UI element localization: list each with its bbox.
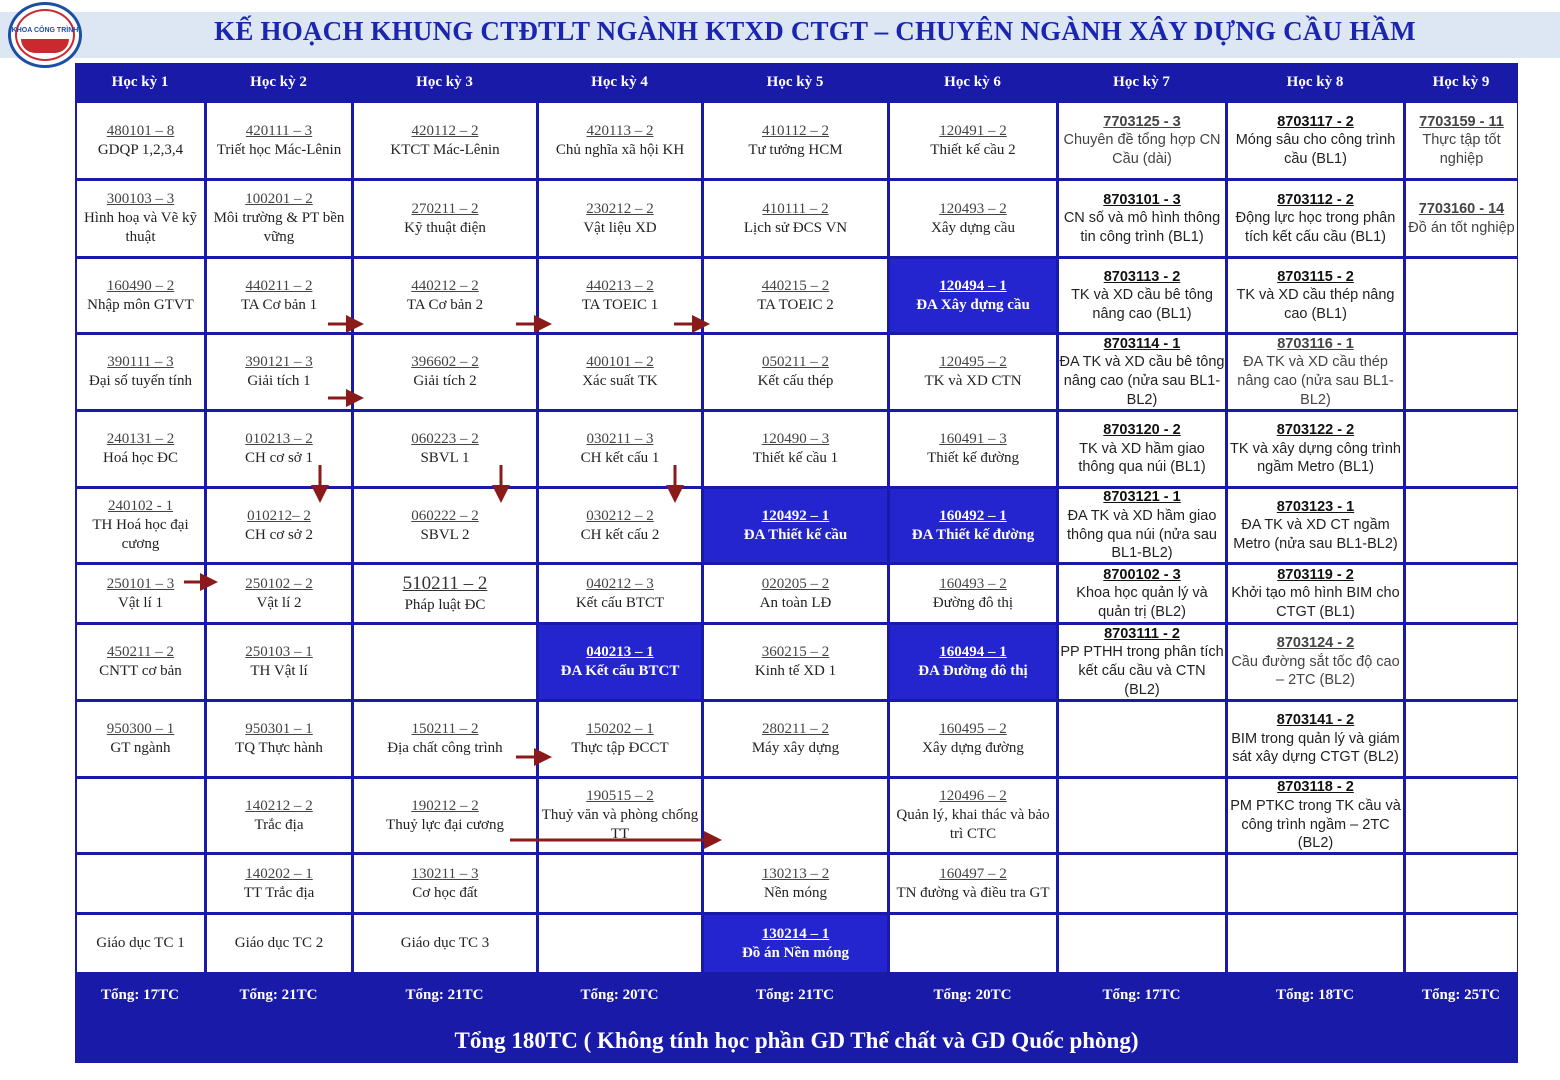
course-name: Kỹ thuật điện	[404, 219, 486, 236]
course-cell	[207, 181, 351, 256]
course-cell	[207, 259, 351, 332]
course-cell	[207, 702, 351, 776]
course-name: Địa chất công trình	[387, 740, 503, 756]
course-code: 100201 – 2	[245, 191, 313, 208]
course-code: 010212– 2	[247, 507, 311, 524]
empty-cell	[890, 915, 1056, 972]
empty-cell	[1059, 855, 1225, 912]
course-name: Nhập môn GTVT	[87, 296, 194, 313]
course-name: TK và XD CTN	[924, 373, 1022, 389]
course-name: Thuỷ lực đại cương	[386, 816, 504, 833]
course-code: 120495 – 2	[939, 354, 1007, 371]
course-name: KTCT Mác-Lênin	[390, 141, 500, 158]
empty-cell	[354, 625, 536, 699]
course-name: Quản lý, khai thác và bảo trì CTC	[896, 807, 1050, 842]
course-code: 410111 – 2	[762, 200, 829, 217]
course-name: Giải tích 2	[413, 373, 477, 389]
course-cell	[1406, 103, 1517, 178]
course-code: 8703117 - 2	[1277, 113, 1354, 130]
semester-header: Học kỳ 9	[1432, 73, 1490, 90]
course-name: CH kết cấu 2	[580, 526, 660, 543]
course-code: 8703101 - 3	[1103, 191, 1181, 208]
course-code: 8703120 - 2	[1103, 422, 1181, 439]
course-name: TQ Thực hành	[235, 740, 323, 756]
course-cell	[207, 103, 351, 178]
faculty-logo: KHOA CÔNG TRÌNH	[8, 2, 82, 68]
course-cell	[704, 565, 887, 622]
course-cell	[539, 702, 701, 776]
course-code: 390111 – 3	[107, 354, 174, 371]
course-cell	[1228, 702, 1403, 776]
course-name: Đại số tuyến tính	[89, 373, 192, 389]
course-code: 120491 – 2	[939, 122, 1007, 139]
course-name: Thuỷ văn và phòng chống TT	[541, 807, 699, 842]
course-code: 060222 – 2	[411, 507, 479, 524]
course-code: 8703123 - 1	[1276, 498, 1355, 515]
empty-cell	[539, 855, 701, 912]
course-name: Lịch sử ĐCS VN	[743, 219, 848, 236]
course-name: Trắc địa	[254, 816, 304, 833]
course-cell	[1059, 259, 1225, 332]
course-code: 480101 – 8	[106, 122, 175, 139]
course-code: 420111 – 3	[245, 122, 313, 139]
semester-total: Tổng: 21TC	[756, 987, 834, 1003]
course-cell	[1228, 565, 1403, 622]
semester-header: Học kỳ 8	[1286, 73, 1344, 90]
course-code: 440212 – 2	[411, 277, 479, 294]
course-name: TK và XD cầu thép nâng cao (BL1)	[1236, 287, 1395, 322]
course-code: 8703119 - 2	[1277, 566, 1354, 583]
course-code: 390121 – 3	[245, 354, 313, 371]
course-cell	[890, 625, 1056, 699]
course-cell	[539, 412, 701, 486]
course-cell	[704, 412, 887, 486]
course-code: 160497 – 2	[939, 865, 1007, 882]
course-cell	[207, 565, 351, 622]
course-code: 950300 – 1	[106, 721, 175, 738]
course-name: Thực tập ĐCCT	[571, 740, 669, 756]
empty-cell	[1406, 702, 1517, 776]
course-cell	[207, 489, 351, 562]
course-name: TK và xây dựng công trình ngầm Metro (BL1)	[1230, 440, 1401, 476]
course-name: ĐA Thiết kế đường	[911, 526, 1035, 543]
empty-cell	[1406, 565, 1517, 622]
course-name: CH cơ sở 1	[245, 450, 313, 466]
course-name: TA TOEIC 2	[757, 296, 834, 313]
course-code: 8703115 - 2	[1277, 268, 1354, 285]
course-name: Thiết kế cầu 1	[752, 450, 839, 466]
course-name: Tư tưởng HCM	[748, 141, 843, 158]
course-code: 8703141 - 2	[1276, 712, 1355, 729]
course-cell	[539, 565, 701, 622]
course-cell	[1406, 181, 1517, 256]
course-name: Khởi tạo mô hình BIM cho CTGT (BL1)	[1231, 585, 1400, 620]
course-cell	[890, 855, 1056, 912]
course-name: ĐA Đường đô thị	[918, 663, 1028, 679]
course-code: 8703114 - 1	[1103, 335, 1181, 352]
course-cell	[207, 412, 351, 486]
course-name: Thiết kế đường	[927, 450, 1019, 466]
course-cell	[890, 565, 1056, 622]
course-name: Chủ nghĩa xã hội KH	[555, 141, 685, 158]
course-cell	[1059, 412, 1225, 486]
course-name: TA Cơ bản 1	[240, 296, 318, 313]
semester-header: Học kỳ 5	[766, 73, 824, 90]
page-title: KẾ HOẠCH KHUNG CTĐTLT NGÀNH KTXD CTGT – CHUYÊN NGÀNH XÂY DỰNG CẦU HẦM	[214, 16, 1416, 46]
course-name: Đồ án tốt nghiệp	[1408, 219, 1515, 236]
course-name: TA Cơ bản 2	[406, 296, 484, 313]
course-code: 360215 – 2	[761, 644, 830, 661]
course-name: ĐA Thiết kế cầu	[743, 526, 848, 543]
course-code: 400101 – 2	[586, 354, 654, 371]
course-name: Chuyên đề tổng hợp CN Cầu (dài)	[1063, 132, 1221, 167]
empty-cell	[1406, 259, 1517, 332]
course-cell	[354, 702, 536, 776]
course-code: 150202 – 1	[586, 721, 654, 738]
course-name: Pháp luật ĐC	[404, 597, 486, 613]
empty-cell	[1406, 915, 1517, 972]
course-code: 160493 – 2	[939, 575, 1007, 592]
course-code: 160490 – 2	[106, 277, 175, 294]
course-code: 240102 - 1	[108, 498, 173, 515]
course-name: CH kết cấu 1	[580, 450, 660, 466]
course-cell	[207, 855, 351, 912]
course-code: 120496 – 2	[939, 788, 1007, 805]
course-cell	[1228, 103, 1403, 178]
course-name: Môi trường & PT bền vững	[213, 210, 345, 245]
course-code: 040213 – 1	[586, 644, 654, 661]
course-code: 8703122 - 2	[1276, 422, 1355, 439]
course-code: 8703111 - 2	[1104, 625, 1180, 642]
course-cell	[354, 779, 536, 852]
course-cell	[704, 625, 887, 699]
course-cell	[1059, 489, 1225, 562]
empty-cell	[1406, 855, 1517, 912]
course-cell	[704, 855, 887, 912]
course-cell	[77, 702, 204, 776]
empty-cell	[539, 915, 701, 972]
course-cell	[704, 335, 887, 409]
course-code: 190515 – 2	[586, 788, 654, 805]
course-cell	[539, 335, 701, 409]
course-code: 040212 – 3	[586, 575, 654, 592]
course-code: 440213 – 2	[586, 277, 654, 294]
course-code: 8703121 - 1	[1103, 489, 1181, 506]
course-name: PP PTHH trong phân tích kết cấu cầu và CTN (BL2)	[1060, 644, 1224, 698]
course-cell	[1228, 412, 1403, 486]
semester-header: Học kỳ 3	[416, 73, 473, 90]
semester-total: Tổng: 20TC	[580, 987, 659, 1003]
course-cell	[704, 702, 887, 776]
semester-header: Học kỳ 4	[591, 73, 648, 90]
course-cell	[704, 489, 887, 562]
course-cell	[1228, 625, 1403, 699]
semester-total: Tổng: 18TC	[1276, 987, 1354, 1003]
course-code: 8703113 - 2	[1103, 268, 1181, 285]
course-name: Vật lí 1	[118, 594, 163, 611]
course-cell	[890, 181, 1056, 256]
course-name: PM PTKC trong TK cầu và công trình ngầm – 2TC (BL2)	[1230, 797, 1401, 852]
course-code: 420113 – 2	[586, 122, 654, 139]
course-cell	[77, 412, 204, 486]
course-code: 160491 – 3	[939, 431, 1007, 448]
course-cell	[77, 915, 204, 972]
course-code: 8703124 - 2	[1276, 635, 1355, 652]
course-cell	[890, 702, 1056, 776]
course-name: Thực tập tốt nghiệp	[1422, 132, 1501, 167]
semester-total: Tổng: 20TC	[933, 987, 1012, 1003]
course-cell	[354, 335, 536, 409]
course-name: Xác suất TK	[582, 373, 658, 389]
course-cell	[890, 412, 1056, 486]
course-cell	[207, 335, 351, 409]
empty-cell	[77, 779, 204, 852]
empty-cell	[1406, 489, 1517, 562]
course-cell	[1228, 489, 1403, 562]
course-name: ĐA TK và XD CT ngầm Metro (nửa sau BL1-BL2)	[1233, 517, 1398, 552]
course-cell	[539, 625, 701, 699]
course-code: 160495 – 2	[939, 721, 1007, 738]
course-cell	[1228, 259, 1403, 332]
course-code: 7703125 - 3	[1103, 113, 1181, 130]
course-cell	[354, 489, 536, 562]
empty-cell	[1406, 335, 1517, 409]
course-code: 450211 – 2	[107, 644, 174, 661]
course-cell	[890, 259, 1056, 332]
course-cell	[539, 779, 701, 852]
course-code: 8703116 - 1	[1277, 335, 1354, 352]
course-name: Cơ học đất	[412, 884, 478, 901]
course-code: 130213 – 2	[761, 865, 830, 882]
course-name: SBVL 2	[420, 526, 470, 543]
course-cell	[1228, 181, 1403, 256]
course-name: ĐA TK và XD cầu bê tông nâng cao (nửa sau BL1-BL2)	[1059, 354, 1225, 408]
course-cell	[77, 489, 204, 562]
course-name: TA TOEIC 1	[581, 296, 659, 313]
course-name: GT ngành	[110, 740, 171, 756]
course-name: Kết cấu thép	[757, 373, 834, 389]
course-cell	[890, 779, 1056, 852]
course-name: Hình hoạ và Vẽ kỹ thuật	[83, 210, 198, 245]
course-name: TK và XD hầm giao thông qua núi (BL1)	[1078, 440, 1206, 476]
empty-cell	[1059, 915, 1225, 972]
course-code: 130214 – 1	[761, 925, 830, 942]
course-cell	[77, 103, 204, 178]
course-code: 8703112 - 2	[1277, 191, 1354, 208]
course-cell	[354, 259, 536, 332]
course-code: 050211 – 2	[762, 354, 829, 371]
course-cell	[77, 565, 204, 622]
grand-total: Tổng 180TC ( Không tính học phần GD Thể chất và GD Quốc phòng)	[454, 1027, 1139, 1053]
course-code: 120492 – 1	[761, 507, 830, 524]
course-code: 420112 – 2	[411, 122, 479, 139]
course-name: SBVL 1	[420, 450, 470, 466]
course-code: 150211 – 2	[411, 721, 479, 738]
course-cell	[704, 103, 887, 178]
course-code: 396602 – 2	[411, 354, 479, 371]
course-code: 120494 – 1	[939, 277, 1007, 294]
course-code: 030211 – 3	[586, 431, 654, 448]
course-name: Thiết kế cầu 2	[930, 141, 1016, 158]
course-name: ĐA TK và XD cầu thép nâng cao (nửa sau BL1-BL2)	[1237, 354, 1394, 408]
course-name: TK và XD cầu bê tông nâng cao (BL1)	[1071, 287, 1213, 322]
course-code: 440211 – 2	[245, 277, 313, 294]
course-name: ĐA TK và XD hầm giao thông qua núi (nửa sau BL1-BL2)	[1067, 507, 1217, 562]
course-name: ĐA Kết cấu BTCT	[560, 663, 680, 679]
course-cell	[77, 335, 204, 409]
course-cell	[1059, 103, 1225, 178]
course-name: TH Hoá học đại cương	[92, 517, 189, 552]
semester-total: Tổng: 17TC	[1102, 987, 1181, 1003]
course-code: 130211 – 3	[411, 865, 479, 882]
course-code: 060223 – 2	[411, 431, 479, 448]
course-code: 250103 – 1	[245, 644, 313, 661]
empty-cell	[1059, 702, 1225, 776]
course-cell	[354, 915, 536, 972]
semester-header: Học kỳ 1	[111, 73, 169, 90]
course-cell	[1059, 181, 1225, 256]
semester-total: Tổng: 21TC	[239, 987, 318, 1003]
course-name: ĐA Xây dựng cầu	[916, 296, 1030, 313]
course-name: BIM trong quản lý và giám sát xây dựng CTGT (BL2)	[1231, 730, 1400, 766]
empty-cell	[1059, 779, 1225, 852]
course-cell	[77, 625, 204, 699]
course-name: CN số và mô hình thông tin công trình (BL1)	[1063, 210, 1221, 245]
course-code: 010213 – 2	[245, 431, 313, 448]
course-code: 160492 – 1	[939, 507, 1007, 524]
semester-total: Tổng: 17TC	[101, 987, 179, 1003]
course-name: Cầu đường sắt tốc độ cao – 2TC (BL2)	[1231, 653, 1400, 689]
course-name: Vật lí 2	[256, 594, 302, 611]
course-name: An toàn LĐ	[759, 594, 832, 611]
course-name: Xây dựng đường	[922, 740, 1024, 756]
course-code: 410112 – 2	[762, 122, 829, 139]
course-name: Kết cấu BTCT	[575, 594, 665, 611]
course-name: Đồ án Nền móng	[741, 944, 850, 961]
course-code: 030212 – 2	[586, 507, 654, 524]
semester-total: Tổng: 21TC	[405, 987, 484, 1003]
course-code: 230212 – 2	[586, 200, 654, 217]
course-code: 020205 – 2	[761, 575, 830, 592]
course-code: 8700102 - 3	[1103, 566, 1181, 583]
course-name: GDQP 1,2,3,4	[97, 141, 184, 158]
course-code: 300103 – 3	[106, 191, 175, 208]
course-cell	[890, 335, 1056, 409]
course-code: 7703160 - 14	[1418, 200, 1505, 217]
course-code: 240131 – 2	[106, 431, 175, 448]
empty-cell	[1406, 412, 1517, 486]
course-name: Kinh tế XD 1	[754, 663, 837, 679]
course-name: Khoa học quản lý và quản trị (BL2)	[1076, 585, 1208, 620]
semester-total: Tổng: 25TC	[1422, 987, 1500, 1003]
course-cell	[354, 412, 536, 486]
empty-cell	[1406, 625, 1517, 699]
course-name: Hoá học ĐC	[103, 450, 178, 466]
course-code: 140202 – 1	[245, 865, 313, 882]
course-cell	[704, 181, 887, 256]
course-cell	[207, 625, 351, 699]
course-name: Giáo dục TC 1	[96, 935, 185, 952]
empty-cell	[77, 855, 204, 912]
course-cell	[890, 489, 1056, 562]
course-name: TH Vật lí	[250, 663, 308, 679]
course-code: 440215 – 2	[761, 277, 830, 294]
course-code: 140212 – 2	[245, 797, 313, 814]
course-cell	[704, 259, 887, 332]
course-code: 270211 – 2	[411, 200, 479, 217]
empty-cell	[1228, 855, 1403, 912]
semester-header: Học kỳ 7	[1113, 73, 1170, 90]
course-cell	[207, 779, 351, 852]
course-code: 190212 – 2	[411, 797, 479, 814]
course-code: 7703159 - 11	[1419, 113, 1504, 130]
course-cell	[354, 565, 536, 622]
course-cell	[539, 259, 701, 332]
course-cell	[1228, 335, 1403, 409]
course-name: Vật liệu XD	[583, 219, 657, 236]
course-name: Máy xây dựng	[751, 740, 840, 756]
course-cell	[77, 259, 204, 332]
course-name: TN đường và điều tra GT	[896, 884, 1050, 901]
course-cell	[207, 915, 351, 972]
course-name: Móng sâu cho công trình cầu (BL1)	[1235, 132, 1396, 167]
course-code: 120490 – 3	[761, 431, 830, 448]
course-name: TT Trắc địa	[243, 884, 315, 901]
course-name: Giáo dục TC 3	[400, 935, 490, 952]
empty-cell	[704, 779, 887, 852]
course-code: 280211 – 2	[762, 721, 829, 738]
course-name: Triết học Mác-Lênin	[216, 141, 342, 158]
course-cell	[704, 915, 887, 972]
course-name: Nền móng	[764, 884, 827, 901]
course-code: 160494 – 1	[939, 644, 1007, 661]
course-code: 510211 – 2	[402, 573, 488, 595]
empty-cell	[1406, 779, 1517, 852]
course-code: 250101 – 3	[106, 575, 175, 592]
course-code: 120493 – 2	[939, 200, 1007, 217]
course-name: CH cơ sở 2	[245, 526, 313, 543]
course-cell	[890, 103, 1056, 178]
course-cell	[539, 489, 701, 562]
course-cell	[354, 181, 536, 256]
semester-header: Học kỳ 6	[944, 73, 1001, 90]
course-cell	[1059, 565, 1225, 622]
course-cell	[354, 103, 536, 178]
course-name: Động lực học trong phân tích kết cấu cầu (BL1)	[1235, 210, 1396, 245]
course-cell	[539, 181, 701, 256]
course-name: Đường đô thị	[932, 594, 1014, 611]
empty-cell	[1228, 915, 1403, 972]
course-cell	[1059, 335, 1225, 409]
course-cell	[539, 103, 701, 178]
semester-header: Học kỳ 2	[250, 73, 307, 90]
course-code: 950301 – 1	[245, 721, 313, 738]
course-code: 250102 – 2	[245, 575, 313, 592]
course-name: Xây dựng cầu	[931, 219, 1015, 236]
course-cell	[354, 855, 536, 912]
course-name: Giáo dục TC 2	[234, 935, 324, 952]
curriculum-table	[75, 63, 1518, 1063]
course-name: Giải tích 1	[247, 373, 311, 389]
course-name: CNTT cơ bản	[99, 663, 182, 679]
course-cell	[1059, 625, 1225, 699]
course-cell	[1228, 779, 1403, 852]
course-code: 8703118 - 2	[1277, 779, 1354, 796]
course-cell	[77, 181, 204, 256]
